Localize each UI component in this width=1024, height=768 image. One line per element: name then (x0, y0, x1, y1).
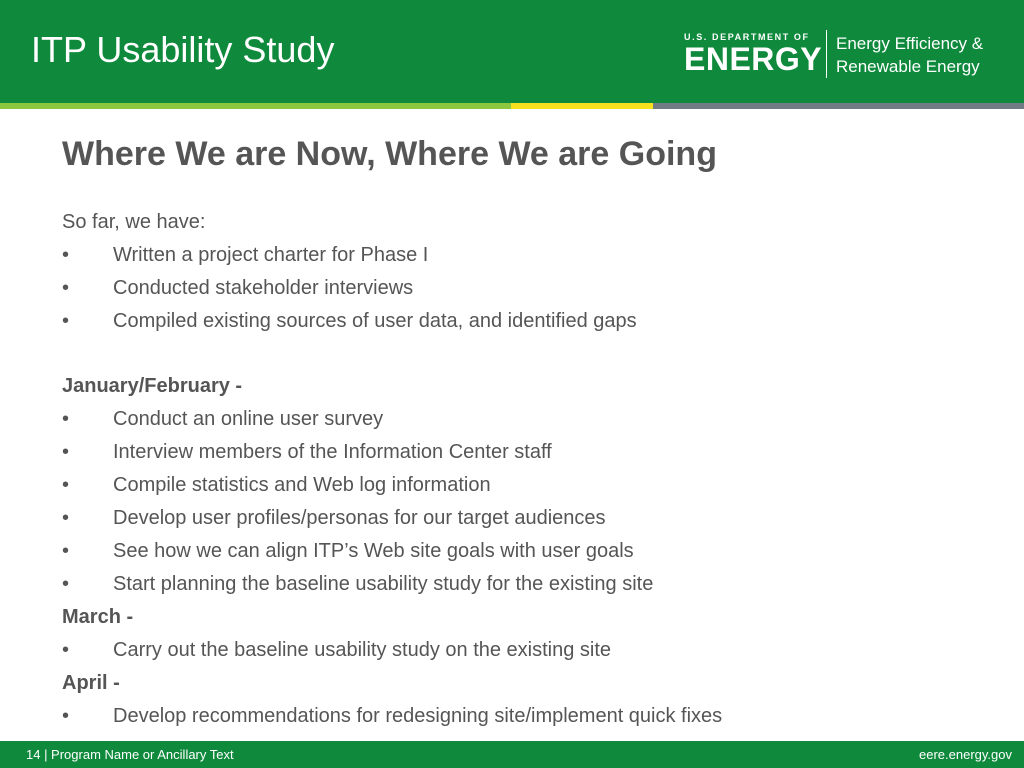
list-item-text: Develop user profiles/personas for our target audiences (113, 507, 606, 529)
list-item (62, 272, 1002, 305)
intro-text: So far, we have: (62, 211, 206, 233)
eere-logo-line1: Energy Efficiency & (836, 34, 984, 53)
list-item (62, 305, 1002, 338)
list-item (62, 469, 1002, 502)
bullet-icon: • (62, 573, 70, 595)
bullet-icon: • (62, 540, 70, 562)
accent-stripe-gray (653, 103, 1024, 109)
eere-logo-line2: Renewable Energy (836, 57, 980, 76)
presentation-title: ITP Usability Study (31, 29, 335, 70)
slide-body (62, 206, 1002, 733)
list-item (62, 535, 1002, 568)
header-bar (0, 0, 1024, 103)
accent-stripe-green (0, 103, 511, 109)
list-item-text: Develop recommendations for redesigning site/implement quick fixes (113, 705, 723, 727)
list-item (62, 700, 1002, 733)
list-item (62, 634, 1002, 667)
list-item-text: See how we can align ITP’s Web site goals with user goals (113, 540, 634, 562)
bullet-icon: • (62, 277, 70, 299)
section-heading-jan-feb: January/February - (62, 375, 243, 397)
accent-stripe-yellow (511, 103, 653, 109)
footer-bar (0, 741, 1024, 768)
bullet-icon: • (62, 474, 70, 496)
list-item-text: Compile statistics and Web log information (113, 474, 491, 496)
footer-url: eere.energy.gov (919, 747, 1012, 762)
list-item-text: Conducted stakeholder interviews (113, 277, 414, 299)
spacer (62, 338, 1002, 370)
list-item-text: Written a project charter for Phase I (113, 244, 429, 266)
logo-divider (826, 30, 827, 78)
list-item-text: Carry out the baseline usability study on the existing site (113, 639, 612, 661)
footer-page-text: 14 | Program Name or Ancillary Text (26, 747, 234, 762)
list-item (62, 403, 1002, 436)
eere-logo (836, 32, 983, 78)
list-item (62, 436, 1002, 469)
section-heading-april: April - (62, 672, 120, 694)
bullet-icon: • (62, 705, 70, 727)
bullet-icon: • (62, 244, 70, 266)
bullet-icon: • (62, 507, 70, 529)
section-heading-march: March - (62, 606, 134, 628)
list-item (62, 568, 1002, 601)
list-item-text: Compiled existing sources of user data, and identified gaps (113, 310, 637, 332)
list-item (62, 502, 1002, 535)
list-item (62, 239, 1002, 272)
doe-logo (684, 32, 823, 77)
list-item-text: Interview members of the Information Center staff (113, 441, 552, 463)
bullet-icon: • (62, 408, 70, 430)
list-item-text: Conduct an online user survey (113, 408, 384, 430)
bullet-icon: • (62, 639, 70, 661)
bullet-icon: • (62, 441, 70, 463)
bullet-icon: • (62, 310, 70, 332)
list-item-text: Start planning the baseline usability study for the existing site (113, 573, 654, 595)
doe-logo-wordmark: ENERGY (684, 41, 823, 77)
doe-logo-small-text: U.S. DEPARTMENT OF (684, 32, 810, 42)
slide-title: Where We are Now, Where We are Going (62, 135, 717, 173)
